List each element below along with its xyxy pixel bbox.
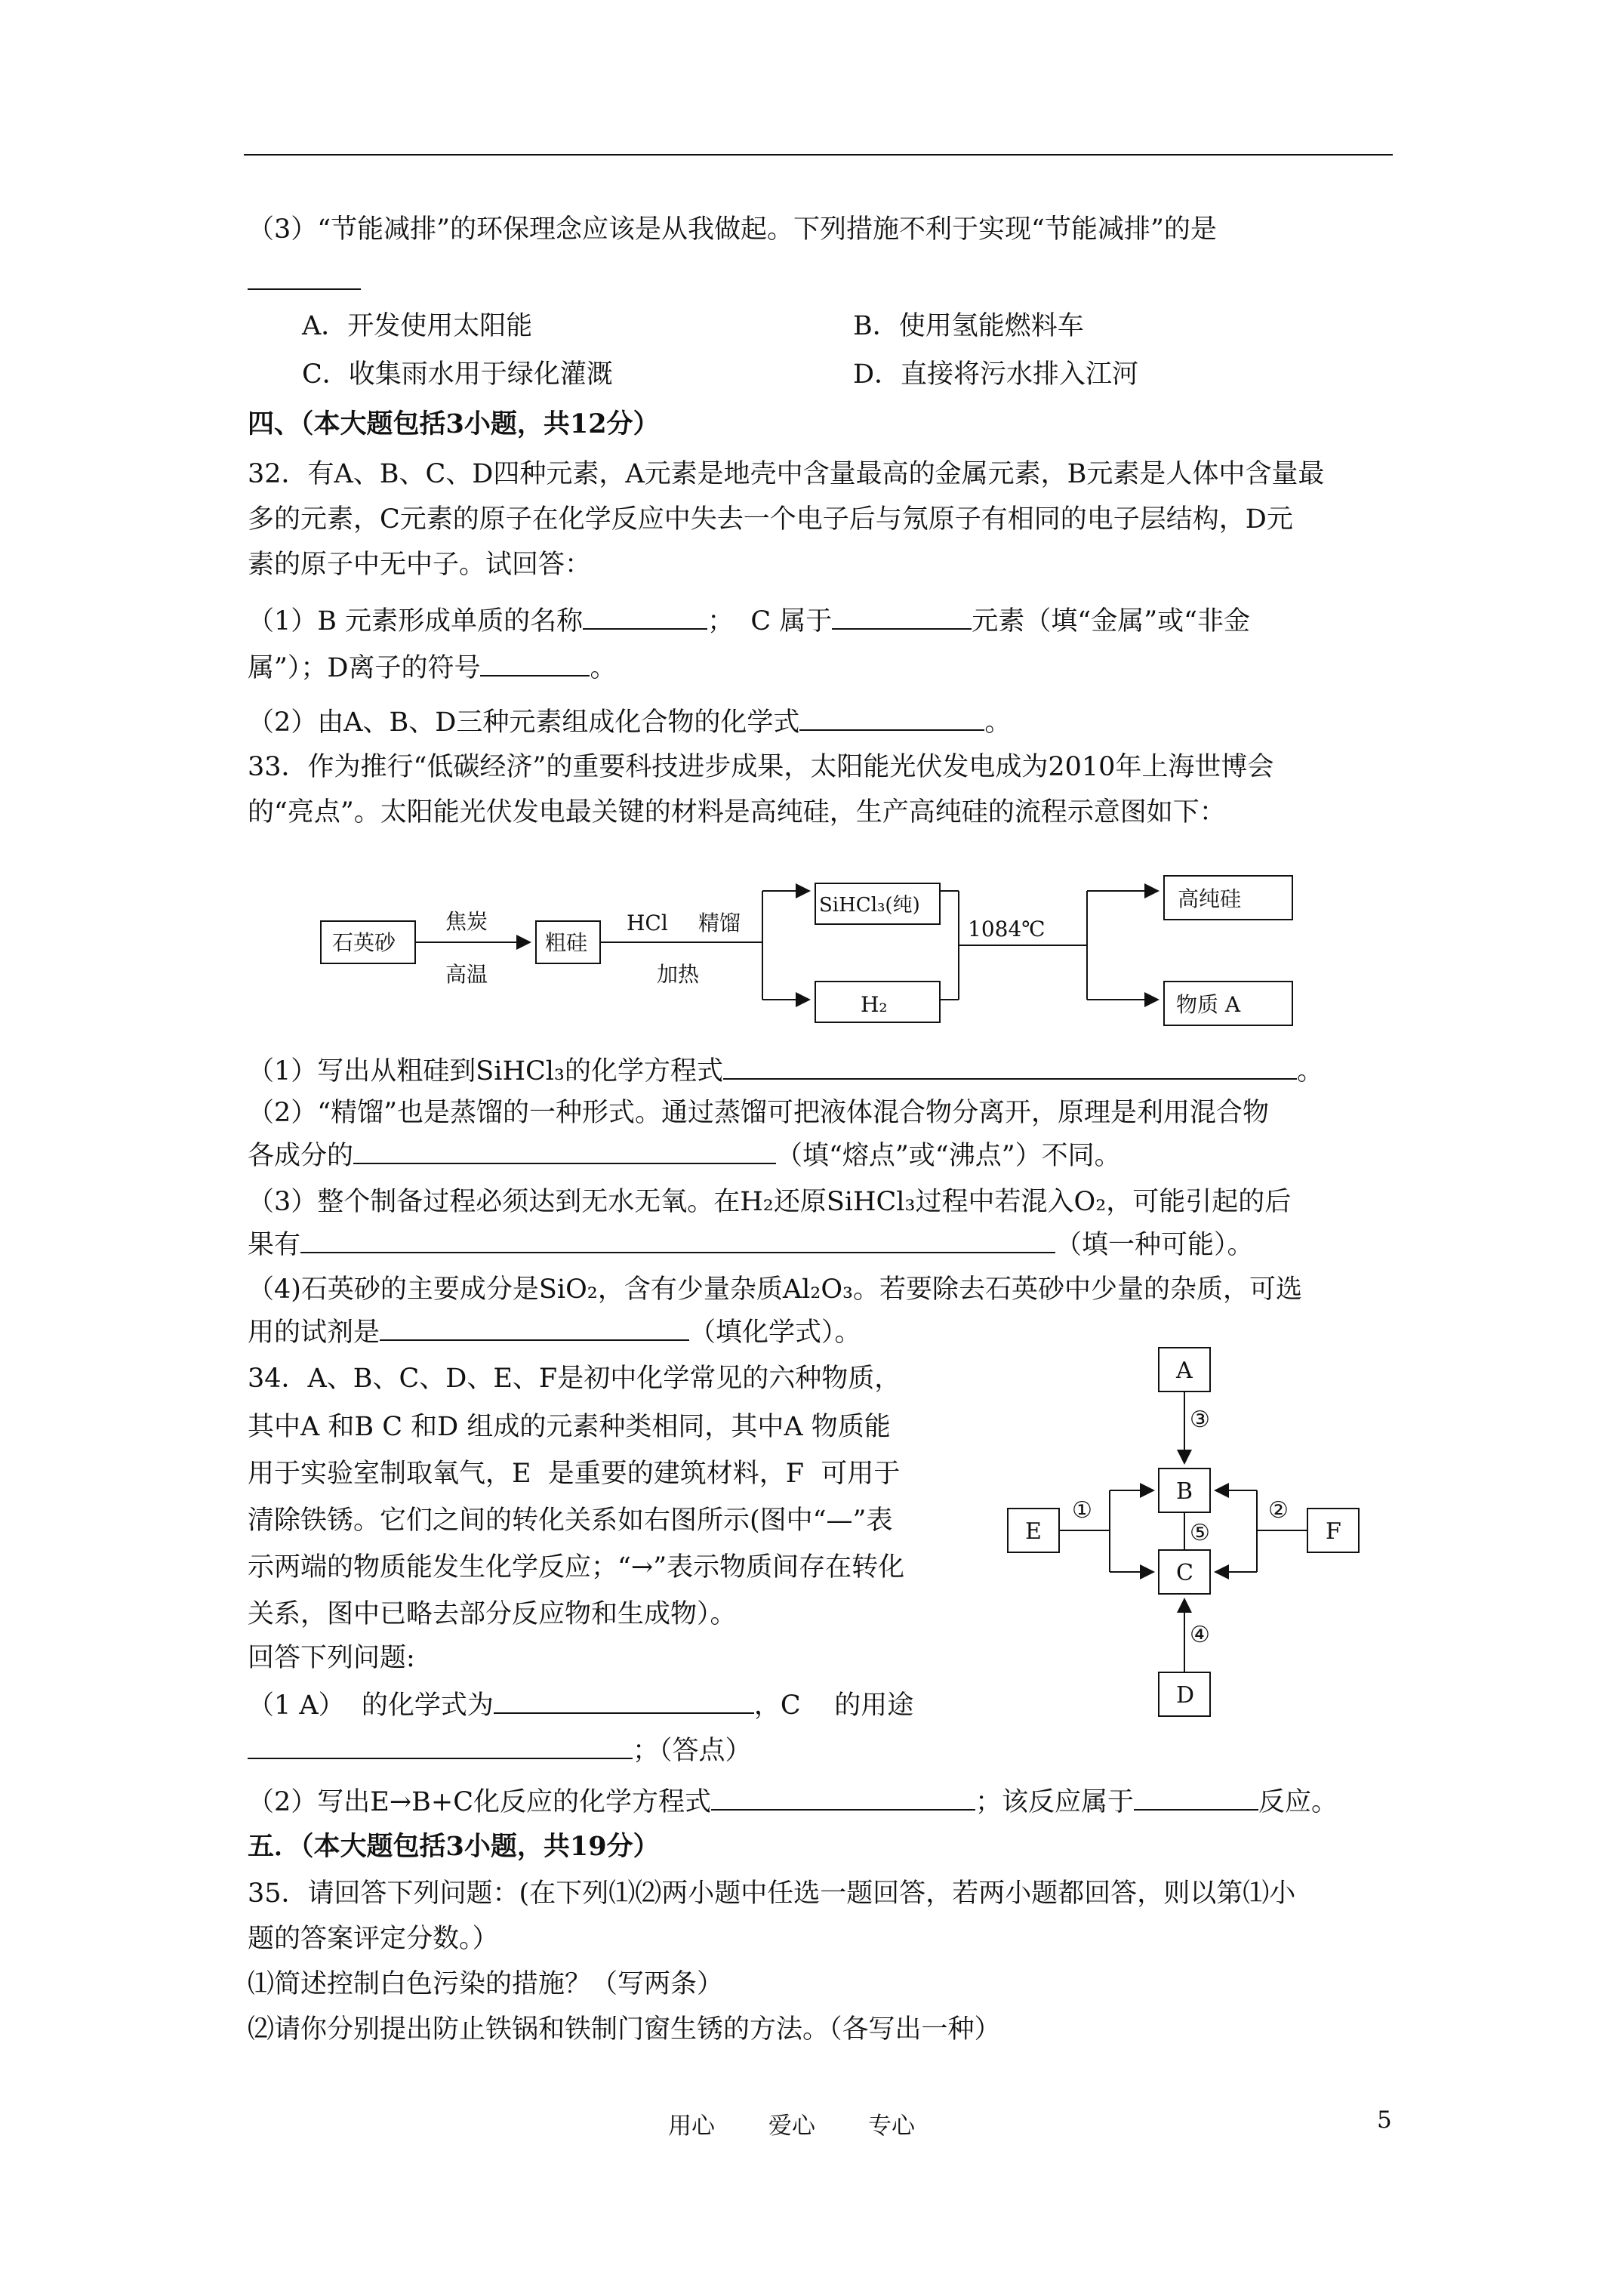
q34-stem-7: 回答下列问题: <box>248 1643 415 1673</box>
label-n1: ① <box>1072 1497 1092 1524</box>
q34-stem-3: 用于实验室制取氧气，E 是重要的建筑材料，F 可用于 <box>248 1459 901 1489</box>
label-h2: H₂ <box>861 992 888 1017</box>
q33-stem-2: 的“亮点”。太阳能光伏发电最关键的材料是高纯硅，生产高纯硅的流程示意图如下： <box>248 797 1226 827</box>
label-b: B <box>1176 1478 1193 1505</box>
footer-left: 用心 <box>668 2113 715 2140</box>
q32-stem-3: 素的原子中无中子。试回答： <box>248 550 592 580</box>
q34-part1-line1: （1 A） 的化学式为 ，C 的用途 <box>248 1688 913 1722</box>
label-distill: 精馏 <box>698 911 741 935</box>
footer-right: 专心 <box>868 2113 915 2140</box>
q34-stem-2: 其中A 和B C 和D 组成的元素种类相同，其中A 物质能 <box>248 1412 891 1442</box>
q32-stem-2: 多的元素，C元素的原子在化学反应中失去一个电子后与氖原子有相同的电子层结构，D元 <box>248 504 1293 535</box>
label-heating: 加热 <box>657 962 700 987</box>
label-coke: 焦炭 <box>445 909 488 934</box>
q34-stem-5: 示两端的物质能发生化学反应；“→”表示物质间存在转化 <box>248 1552 905 1583</box>
page-number: 5 <box>1377 2106 1392 2134</box>
label-a: A <box>1176 1358 1193 1384</box>
q32-part2: （2）由A、B、D三种元素组成化合物的化学式 。 <box>248 705 1011 739</box>
label-d: D <box>1176 1682 1195 1709</box>
label-e: E <box>1025 1518 1042 1545</box>
q33-part1: （1）写出从粗硅到SiHCl₃的化学方程式 。 <box>248 1054 1323 1088</box>
q31-3-option-a: A．开发使用太阳能 <box>302 311 533 341</box>
q31-3-option-d: D．直接将污水排入江河 <box>853 359 1139 390</box>
q34-stem-1: 34．A、B、C、D、E、F是初中化学常见的六种物质， <box>248 1364 901 1394</box>
header-rule <box>244 154 1393 156</box>
label-crude-si: 粗硅 <box>545 930 588 955</box>
silicon-flow-diagram <box>310 861 1306 1042</box>
q34-stem-6: 关系，图中已略去部分反应物和生成物）。 <box>248 1599 737 1629</box>
label-hcl: HCl <box>627 911 668 935</box>
q31-3-option-c: C．收集雨水用于绿化灌溉 <box>302 359 613 390</box>
q35-line-4: ⑵请你分别提出防止铁锅和铁制门窗生锈的方法。（各写出一种） <box>248 2014 1001 2045</box>
label-substance-a: 物质 A <box>1176 992 1241 1017</box>
q34-part1-line2: ；（答点） <box>248 1734 752 1767</box>
label-quartz: 石英砂 <box>332 930 396 955</box>
q33-part3-line1: （3）整个制备过程必须达到无水无氧。在H₂还原SiHCl₃过程中若混入O₂，可能引起的后 <box>248 1187 1292 1217</box>
q31-3-answer-line <box>248 264 361 298</box>
q33-part2-line2: 各成分的 （填“熔点”或“沸点”）不同。 <box>248 1139 1121 1173</box>
q32-part1-line1: （1）B 元素形成单质的名称 ； C 属于 元素（填“金属”或“非金 <box>248 604 1250 638</box>
q33-part4-line2: 用的试剂是 （填化学式）。 <box>248 1315 861 1349</box>
q35-line-2: 题的答案评定分数。） <box>248 1924 499 1954</box>
q33-stem-1: 33．作为推行“低碳经济”的重要科技进步成果，太阳能光伏发电成为2010年上海世博会 <box>248 752 1274 782</box>
q34-stem-4: 清除铁锈。它们之间的转化关系如右图所示(图中“—”表 <box>248 1505 893 1536</box>
footer-middle: 爱心 <box>768 2113 815 2140</box>
q32-part1-line2: 属”）；D离子的符号 。 <box>248 651 616 685</box>
label-sihcl3: SiHCl₃(纯) <box>819 894 920 917</box>
label-n4: ④ <box>1190 1622 1210 1648</box>
section4-title: 四、（本大题包括3小题，共12分） <box>248 408 660 439</box>
label-high-temp: 高温 <box>445 962 488 987</box>
q35-line-1: 35．请回答下列问题：(在下列⑴⑵两小题中任选一题回答，若两小题都回答，则以第⑴小 <box>248 1878 1296 1909</box>
label-n3: ③ <box>1190 1407 1210 1433</box>
label-f: F <box>1326 1518 1341 1545</box>
q33-part3-line2: 果有 （填一种可能）。 <box>248 1228 1254 1262</box>
label-n5: ⑤ <box>1190 1520 1210 1546</box>
q33-part4-line1: （4)石英砂的主要成分是SiO₂，含有少量杂质Al₂O₃。若要除去石英砂中少量的杂质，可选 <box>248 1274 1303 1305</box>
q34-part2: （2）写出E→B+C化反应的化学方程式 ；该反应属于 反应。 <box>248 1785 1338 1819</box>
label-c: C <box>1176 1560 1193 1586</box>
q32-stem-1: 32．有A、B、C、D四种元素，A元素是地壳中含量最高的金属元素，B元素是人体中含量最 <box>248 459 1325 489</box>
q31-3-stem: （3）“节能减排”的环保理念应该是从我做起。下列措施不利于实现“节能减排”的是 <box>248 214 1217 245</box>
label-temp: 1084℃ <box>968 917 1046 942</box>
substance-relation-diagram <box>996 1336 1389 1721</box>
label-n2: ② <box>1268 1497 1289 1524</box>
label-pure-si: 高纯硅 <box>1178 886 1242 911</box>
q33-part2-line1: （2）“精馏”也是蒸馏的一种形式。通过蒸馏可把液体混合物分离开，原理是利用混合物 <box>248 1098 1270 1128</box>
q35-line-3: ⑴简述控制白色污染的措施？（写两条） <box>248 1969 724 1999</box>
q31-3-option-b: B．使用氢能燃料车 <box>853 311 1084 341</box>
section5-title: 五．（本大题包括3小题，共19分） <box>248 1831 660 1862</box>
